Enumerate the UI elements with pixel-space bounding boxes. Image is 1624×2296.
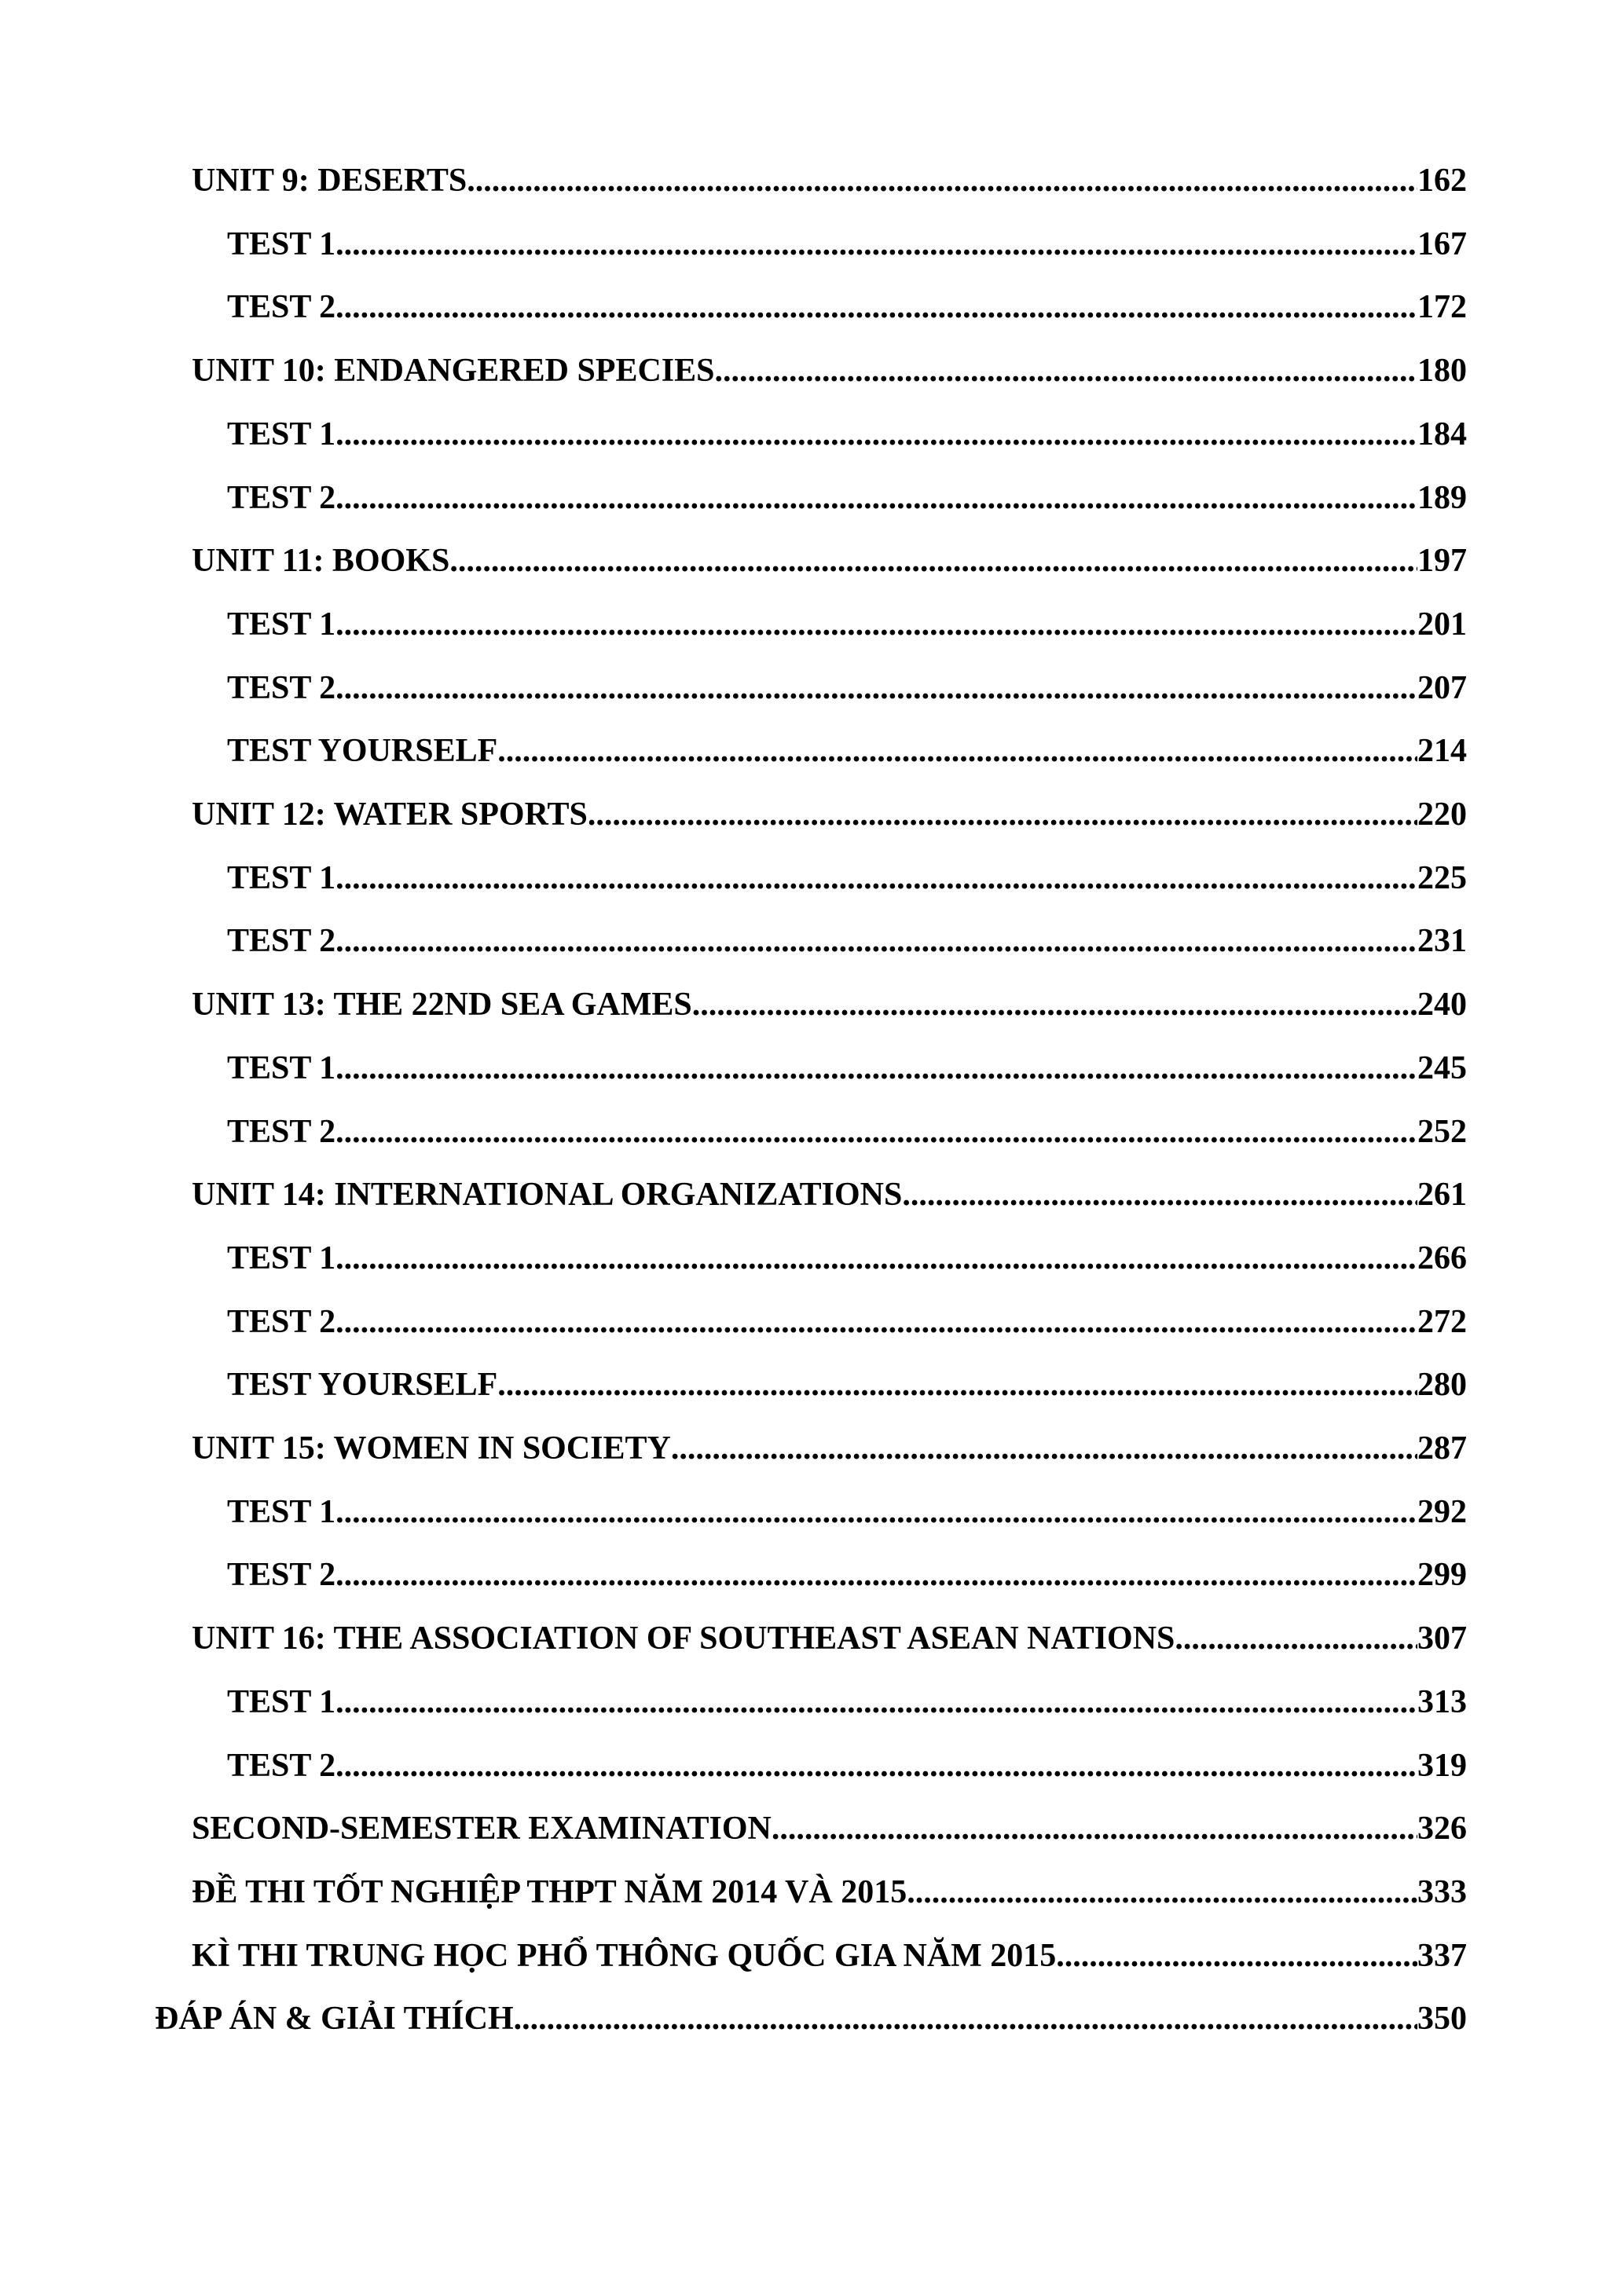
dot-leader xyxy=(335,1543,1417,1606)
dot-leader xyxy=(449,529,1417,592)
toc-entry-page-number: 172 xyxy=(1417,289,1467,325)
toc-entry-page-number: 180 xyxy=(1417,353,1467,389)
dot-leader xyxy=(772,1797,1417,1860)
toc-entry-page-number: 225 xyxy=(1417,860,1467,896)
toc-entry[interactable] xyxy=(227,1100,1467,1163)
toc-entry-page-number: 162 xyxy=(1417,163,1467,199)
toc-entry[interactable] xyxy=(192,1861,1467,1924)
toc-entry-page-number: 292 xyxy=(1417,1494,1467,1530)
toc-entry-label: TEST YOURSELF xyxy=(227,1367,498,1403)
dot-leader xyxy=(907,1861,1417,1924)
dot-leader xyxy=(335,1291,1417,1353)
dot-leader xyxy=(497,1353,1417,1416)
dot-leader xyxy=(514,1987,1417,2050)
toc-entry[interactable] xyxy=(227,1671,1467,1734)
toc-entry-page-number: 307 xyxy=(1417,1620,1467,1657)
toc-entry[interactable] xyxy=(192,1607,1467,1670)
toc-entry-page-number: 231 xyxy=(1417,923,1467,959)
toc-entry-label: ĐỀ THI TỐT NGHIỆP THPT NĂM 2014 VÀ 2015 xyxy=(192,1874,907,1910)
toc-entry[interactable] xyxy=(192,1417,1467,1480)
toc-entry-page-number: 333 xyxy=(1417,1874,1467,1910)
toc-entry-page-number: 280 xyxy=(1417,1367,1467,1403)
dot-leader xyxy=(335,593,1417,656)
toc-entry-page-number: 326 xyxy=(1417,1811,1467,1847)
toc-entry-page-number: 189 xyxy=(1417,480,1467,516)
toc-entry-label: UNIT 12: WATER SPORTS xyxy=(192,796,588,833)
toc-entry[interactable] xyxy=(227,403,1467,466)
toc-entry[interactable] xyxy=(192,149,1467,212)
dot-leader xyxy=(335,213,1417,276)
dot-leader xyxy=(335,1227,1417,1290)
toc-entry-label: TEST 2 xyxy=(227,1304,336,1340)
toc-entry-page-number: 319 xyxy=(1417,1748,1467,1784)
dot-leader xyxy=(692,973,1417,1036)
toc-entry[interactable] xyxy=(227,847,1467,910)
toc-entry-page-number: 266 xyxy=(1417,1240,1467,1276)
toc-entry[interactable] xyxy=(227,467,1467,529)
toc-entry[interactable] xyxy=(227,657,1467,720)
toc-entry-label: TEST 1 xyxy=(227,416,336,452)
dot-leader xyxy=(467,149,1417,212)
dot-leader xyxy=(335,1671,1417,1734)
toc-entry-page-number: 197 xyxy=(1417,543,1467,579)
dot-leader xyxy=(335,1481,1417,1543)
toc-entry-page-number: 272 xyxy=(1417,1304,1467,1340)
toc-entry[interactable] xyxy=(227,720,1467,782)
toc-entry-page-number: 299 xyxy=(1417,1557,1467,1593)
toc-entry-label: UNIT 14: INTERNATIONAL ORGANIZATIONS xyxy=(192,1177,903,1213)
toc-entry[interactable] xyxy=(192,1163,1467,1226)
toc-entry-label: UNIT 13: THE 22ND SEA GAMES xyxy=(192,987,692,1023)
toc-entry-label: TEST 2 xyxy=(227,923,336,959)
dot-leader xyxy=(497,720,1417,782)
dot-leader xyxy=(715,339,1417,402)
toc-entry-label: TEST 2 xyxy=(227,1114,336,1150)
dot-leader xyxy=(335,910,1417,972)
toc-entry[interactable] xyxy=(227,1291,1467,1353)
toc-entry[interactable] xyxy=(192,783,1467,846)
toc-entry-label: TEST 2 xyxy=(227,289,336,325)
toc-entry[interactable] xyxy=(192,973,1467,1036)
dot-leader xyxy=(335,276,1417,339)
toc-entry-label: TEST YOURSELF xyxy=(227,733,498,769)
toc-entry-page-number: 337 xyxy=(1417,1938,1467,1974)
dot-leader xyxy=(588,783,1417,846)
dot-leader xyxy=(902,1163,1417,1226)
toc-entry-page-number: 167 xyxy=(1417,226,1467,262)
toc-entry-label: TEST 2 xyxy=(227,480,336,516)
toc-entry-label: TEST 1 xyxy=(227,860,336,896)
dot-leader xyxy=(335,1037,1417,1100)
toc-entry-label: TEST 2 xyxy=(227,1748,336,1784)
toc-entry-label: TEST 1 xyxy=(227,1494,336,1530)
toc-entry[interactable] xyxy=(227,1037,1467,1100)
toc-entry-label: UNIT 16: THE ASSOCIATION OF SOUTHEAST ASEAN NATIONS xyxy=(192,1620,1175,1657)
toc-entry-label: TEST 1 xyxy=(227,1684,336,1720)
toc-entry-page-number: 287 xyxy=(1417,1430,1467,1467)
toc-entry-page-number: 240 xyxy=(1417,987,1467,1023)
toc-entry[interactable] xyxy=(227,213,1467,276)
toc-entry-label: TEST 2 xyxy=(227,670,336,706)
toc-entry-page-number: 261 xyxy=(1417,1177,1467,1213)
toc-entry-page-number: 252 xyxy=(1417,1114,1467,1150)
dot-leader xyxy=(335,403,1417,466)
dot-leader xyxy=(335,1734,1417,1797)
toc-entry[interactable] xyxy=(227,276,1467,339)
toc-entry-label: TEST 1 xyxy=(227,226,336,262)
toc-entry-page-number: 313 xyxy=(1417,1684,1467,1720)
toc-entry-label: SECOND-SEMESTER EXAMINATION xyxy=(192,1811,772,1847)
toc-entry-label: TEST 1 xyxy=(227,1050,336,1086)
toc-entry[interactable] xyxy=(227,1543,1467,1606)
dot-leader xyxy=(335,657,1417,720)
toc-entry-label: TEST 1 xyxy=(227,1240,336,1276)
dot-leader xyxy=(1056,1924,1417,1987)
toc-entry[interactable] xyxy=(227,1227,1467,1290)
toc-entry-label: UNIT 9: DESERTS xyxy=(192,163,467,199)
toc-entry-page-number: 220 xyxy=(1417,796,1467,833)
dot-leader xyxy=(335,1100,1417,1163)
toc-entry[interactable] xyxy=(192,1797,1467,1860)
toc-entry-page-number: 207 xyxy=(1417,670,1467,706)
toc-entry-page-number: 245 xyxy=(1417,1050,1467,1086)
dot-leader xyxy=(335,847,1417,910)
toc-entry-label: ĐÁP ÁN & GIẢI THÍCH xyxy=(155,2001,514,2037)
dot-leader xyxy=(335,467,1417,529)
toc-entry[interactable] xyxy=(227,1353,1467,1416)
toc-entry-label: UNIT 11: BOOKS xyxy=(192,543,450,579)
toc-entry[interactable] xyxy=(192,1924,1467,1987)
toc-entry-label: TEST 1 xyxy=(227,606,336,643)
toc-entry-page-number: 201 xyxy=(1417,606,1467,643)
toc-entry-label: KÌ THI TRUNG HỌC PHỔ THÔNG QUỐC GIA NĂM 2015 xyxy=(192,1938,1057,1974)
toc-entry-page-number: 184 xyxy=(1417,416,1467,452)
toc-entry-label: UNIT 10: ENDANGERED SPECIES xyxy=(192,353,715,389)
toc-entry[interactable] xyxy=(192,339,1467,402)
toc-entry-label: TEST 2 xyxy=(227,1557,336,1593)
toc-entry[interactable] xyxy=(192,529,1467,592)
toc-entry-page-number: 350 xyxy=(1417,2001,1467,2037)
toc-entry[interactable] xyxy=(227,910,1467,972)
dot-leader xyxy=(671,1417,1417,1480)
toc-entry-page-number: 214 xyxy=(1417,733,1467,769)
toc-entry[interactable] xyxy=(155,1987,1467,2050)
toc-entry-label: UNIT 15: WOMEN IN SOCIETY xyxy=(192,1430,671,1467)
toc-entry[interactable] xyxy=(227,1734,1467,1797)
dot-leader xyxy=(1175,1607,1417,1670)
toc-entry[interactable] xyxy=(227,1481,1467,1543)
toc-entry[interactable] xyxy=(227,593,1467,656)
